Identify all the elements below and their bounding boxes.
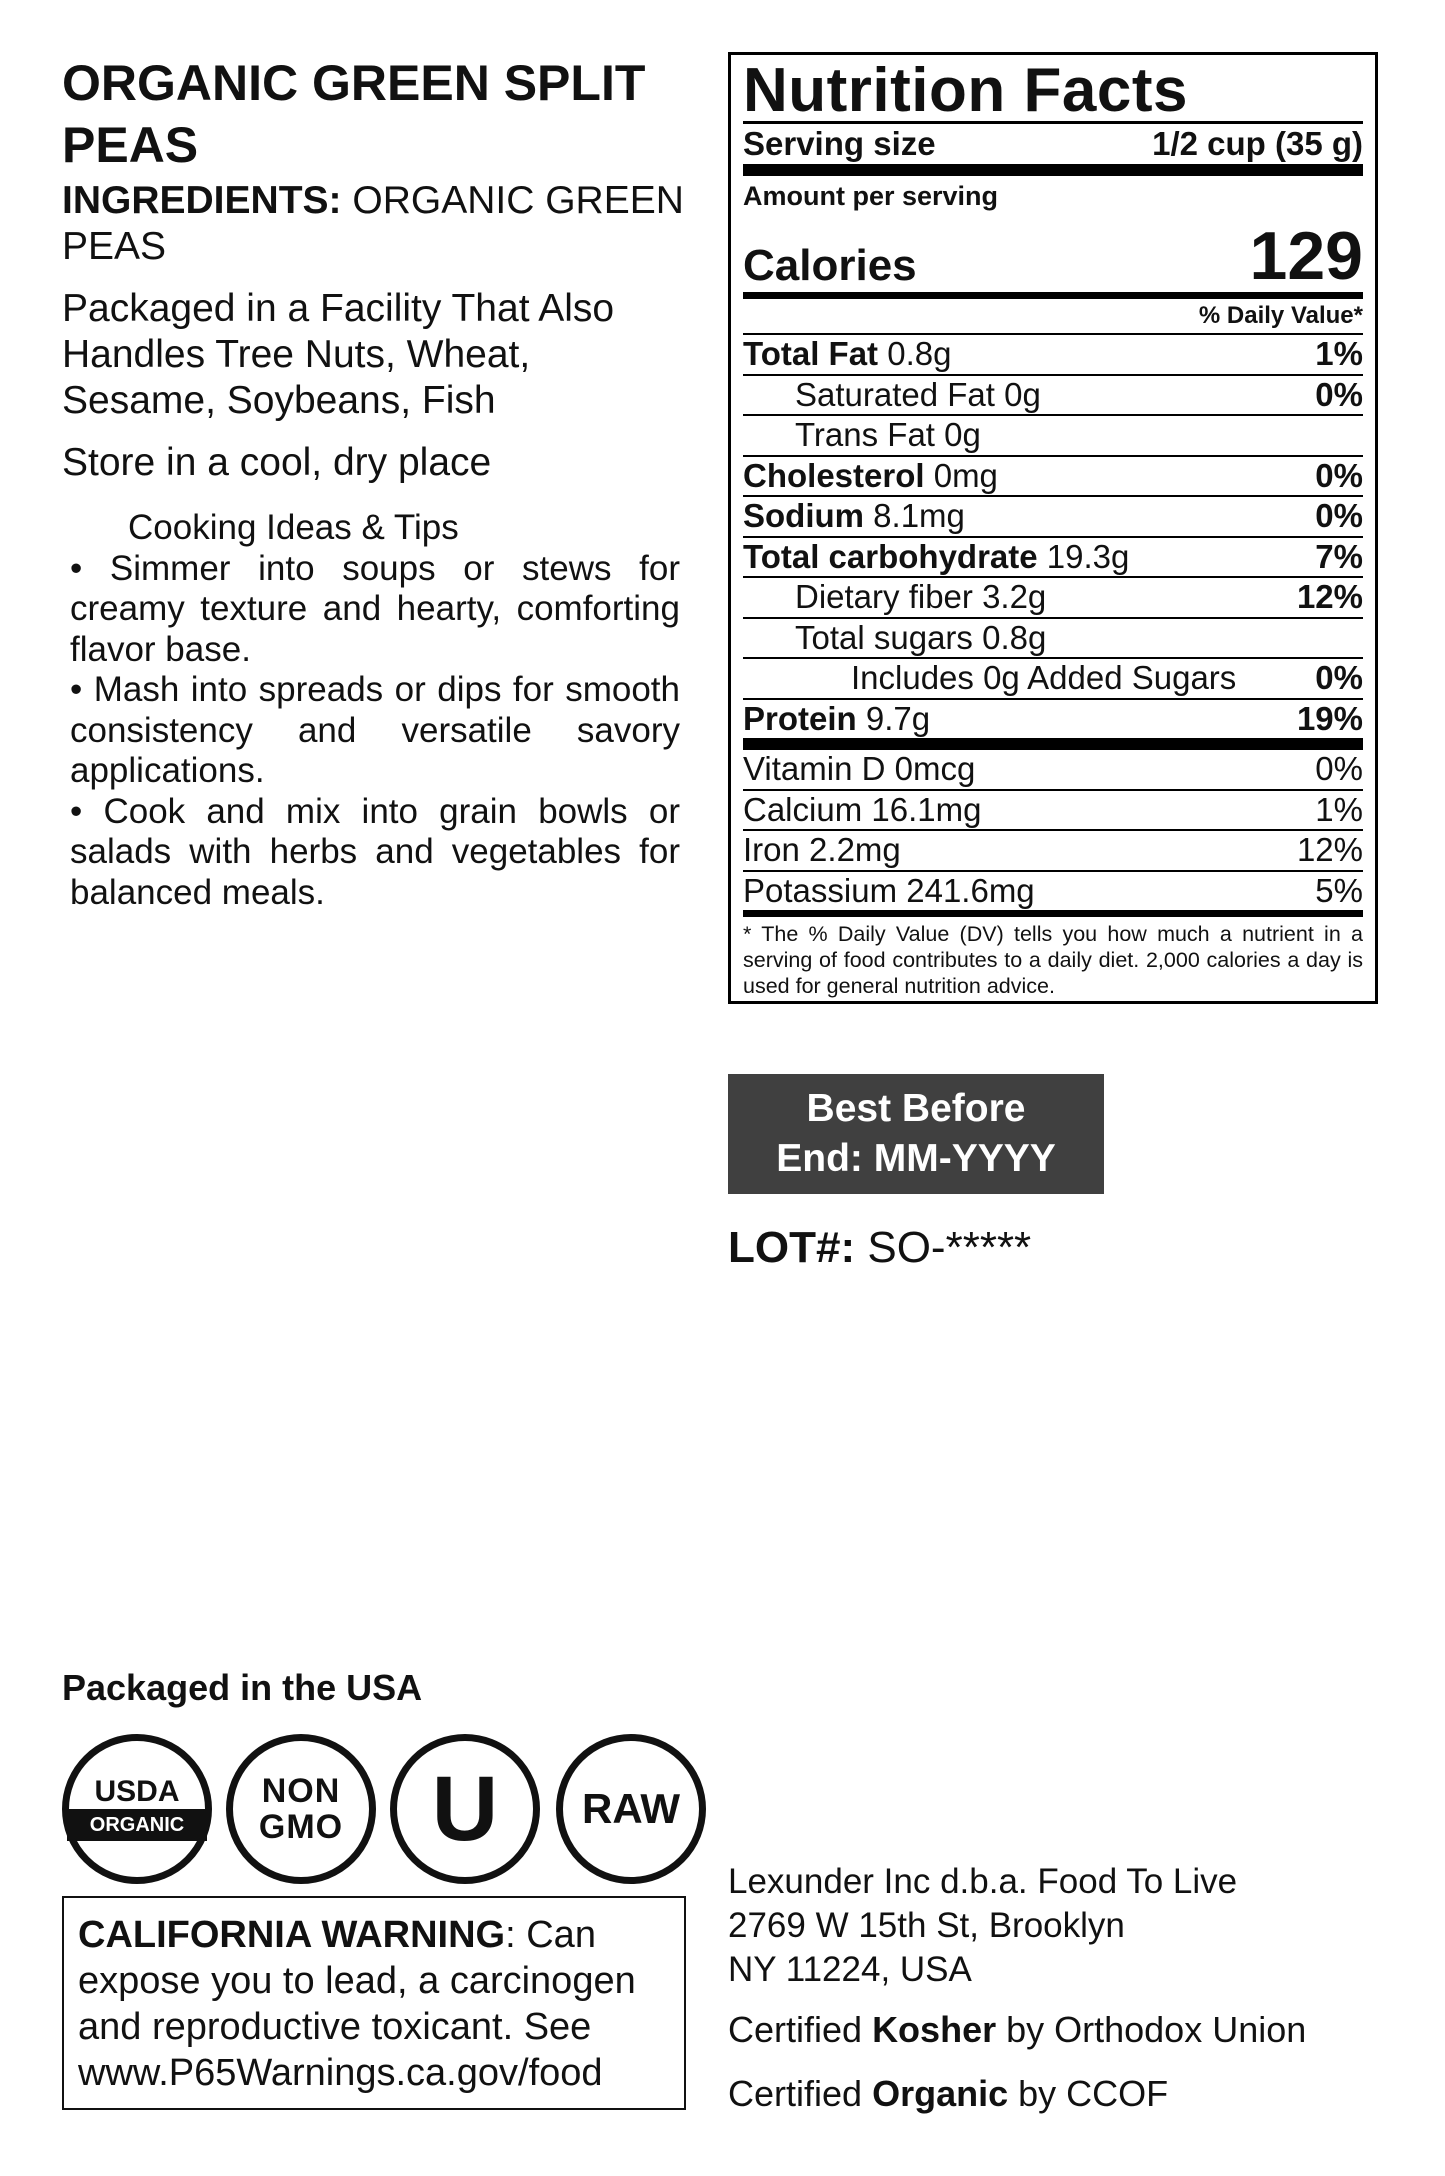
storage-instructions: Store in a cool, dry place [62, 441, 492, 484]
kosher-certification [728, 2008, 1306, 2052]
nutrient-row-cholesterol [743, 457, 1363, 498]
nutrient-name: Trans Fat [795, 416, 935, 453]
nutrient-name: Includes 0g Added Sugars [851, 659, 1237, 696]
nutrient-dv: 0% [1315, 497, 1363, 534]
vitamin-amount: 241.6mg [906, 871, 1035, 909]
kosher-cert-suffix: by Orthodox Union [996, 2009, 1307, 2050]
best-before-line2: End: MM-YYYY [776, 1137, 1056, 1180]
non-gmo-seal-icon [226, 1734, 376, 1884]
vitamin-name: Vitamin D [743, 750, 886, 787]
nutrient-row-total-fat [743, 335, 1363, 376]
calories-label: Calories [743, 241, 917, 290]
calories-row [743, 212, 1363, 299]
nutrient-amount: 19.3g [1046, 537, 1130, 575]
organic-cert-bold: Organic [872, 2073, 1009, 2114]
organic-certification [728, 2072, 1168, 2116]
kosher-cert-prefix: Certified [728, 2009, 873, 2050]
nutrient-row-saturated-fat [743, 376, 1363, 417]
daily-value-footnote: * The % Daily Value (DV) tells you how much a nutrient in a serving of food contributes to a daily diet. 2,000 calories a day is used for general nutrition advice. [743, 922, 1363, 998]
raw-seal-icon [556, 1734, 706, 1884]
nutrient-amount: 8.1mg [873, 497, 965, 534]
cooking-tip: • Simmer into soups or stews for creamy texture and hearty, comforting flavor base. [70, 548, 680, 669]
nutrient-row-sodium [743, 497, 1363, 538]
nutrient-dv: 12% [1296, 578, 1363, 615]
california-warning-box [62, 1896, 686, 2110]
cooking-tip: • Cook and mix into grain bowls or salads with herbs and vegetables for balanced meals. [70, 791, 680, 912]
vitamin-name: Potassium [743, 871, 898, 909]
nutrient-dv: 1% [1315, 335, 1363, 372]
california-warning-label: CALIFORNIA WARNING [78, 1914, 506, 1956]
nutrient-amount: 0mg [933, 456, 998, 494]
nutrient-row-added-sugars [743, 659, 1363, 700]
nutrient-name: Saturated Fat [795, 375, 995, 413]
nutrient-name: Total Fat [743, 335, 879, 372]
usda-seal-top-text: USDA [94, 1775, 180, 1808]
nutrient-dv: 0% [1315, 375, 1363, 413]
ingredients-text: ORGANIC GREEN PEAS [62, 179, 684, 268]
vitamin-dv: 5% [1315, 871, 1363, 909]
ingredients [62, 178, 722, 270]
organic-cert-prefix: Certified [728, 2073, 873, 2114]
vitamin-dv: 12% [1296, 831, 1363, 868]
nutrient-amount: 3.2g [982, 578, 1047, 615]
best-before-box [728, 1074, 1104, 1194]
vitamin-row-potassium [743, 872, 1363, 918]
nutrient-row-trans-fat [743, 416, 1363, 457]
nutrition-facts-panel [728, 52, 1378, 1004]
serving-size-label: Serving size [743, 125, 936, 162]
nutrient-name: Protein [743, 699, 857, 737]
ingredients-label: INGREDIENTS: [62, 179, 342, 222]
nutrition-facts-title: Nutrition Facts [743, 56, 1188, 125]
vitamin-row-iron [743, 831, 1363, 872]
packaged-in-usa: Packaged in the USA [62, 1667, 423, 1708]
vitamin-dv: 0% [1315, 750, 1363, 787]
allergen-facility-note: Packaged in a Facility That Also Handles Tree Nuts, Wheat, Sesame, Soybeans, Fish [62, 287, 615, 422]
company-name: Lexunder Inc d.b.a. Food To Live [728, 1862, 1238, 1901]
cooking-tips [70, 508, 680, 913]
nutrient-amount: 0g [1004, 375, 1041, 413]
nutrient-row-total-carbohydrate [743, 538, 1363, 579]
nutrient-row-total-sugars [743, 619, 1363, 660]
vitamin-name: Iron [743, 831, 800, 868]
nutrient-dv: 0% [1315, 456, 1363, 494]
lot-label: LOT#: [728, 1223, 856, 1272]
nutrient-dv: 19% [1296, 699, 1363, 737]
nutrient-row-protein [743, 700, 1363, 751]
cooking-tips-heading: Cooking Ideas & Tips [128, 508, 459, 547]
nutrient-dv: 0% [1315, 659, 1363, 696]
nutrient-row-dietary-fiber [743, 578, 1363, 619]
vitamin-amount: 2.2mg [809, 831, 901, 868]
vitamin-amount: 16.1mg [871, 790, 982, 828]
non-gmo-line2: GMO [258, 1808, 344, 1846]
daily-value-header: % Daily Value* [743, 299, 1363, 335]
vitamin-amount: 0mcg [894, 750, 976, 787]
nutrient-amount: 0.8g [887, 335, 952, 372]
vitamin-row-vitamin-d [743, 750, 1363, 791]
non-gmo-line1: NON [261, 1772, 341, 1810]
nutrient-amount: 0.8g [982, 618, 1047, 656]
company-street: 2769 W 15th St, Brooklyn [728, 1906, 1125, 1945]
kosher-u-letter: U [431, 1758, 499, 1860]
nutrient-name: Dietary fiber [795, 578, 973, 615]
nutrient-name: Cholesterol [743, 456, 925, 494]
nutrient-name: Total carbohydrate [743, 537, 1038, 575]
best-before-line1: Best Before [806, 1087, 1026, 1130]
california-warning-text: : Can expose you to lead, a carcinogen and reproductive toxicant. See www.P65Warnings.ca.gov/food [78, 1914, 636, 2094]
product-title: ORGANIC GREEN SPLIT PEAS [62, 55, 646, 173]
serving-size-row [743, 121, 1363, 176]
usda-seal-band-text: ORGANIC [67, 1809, 207, 1841]
amount-per-serving: Amount per serving [743, 181, 999, 211]
company-city: NY 11224, USA [728, 1950, 972, 1989]
usda-organic-seal-icon [62, 1734, 212, 1884]
vitamin-name: Calcium [743, 790, 863, 828]
lot-value: SO-***** [867, 1223, 1032, 1272]
company-address [728, 1860, 1237, 1992]
orthodox-union-kosher-icon [390, 1734, 540, 1884]
organic-cert-suffix: by CCOF [1008, 2073, 1169, 2114]
nutrient-dv: 7% [1315, 537, 1363, 575]
serving-size-value: 1/2 cup (35 g) [1152, 125, 1363, 162]
cooking-tip: • Mash into spreads or dips for smooth consistency and versatile savory applications. [70, 670, 680, 790]
nutrient-name: Total sugars [795, 618, 973, 656]
calories-value: 129 [1249, 218, 1363, 294]
raw-seal-text: RAW [582, 1785, 680, 1832]
vitamin-row-calcium [743, 791, 1363, 832]
nutrient-amount: 9.7g [865, 699, 931, 737]
lot-number [728, 1222, 1031, 1274]
nutrient-amount: 0g [944, 416, 981, 453]
kosher-cert-bold: Kosher [872, 2009, 997, 2050]
nutrient-name: Sodium [743, 497, 864, 534]
vitamin-dv: 1% [1315, 790, 1363, 828]
